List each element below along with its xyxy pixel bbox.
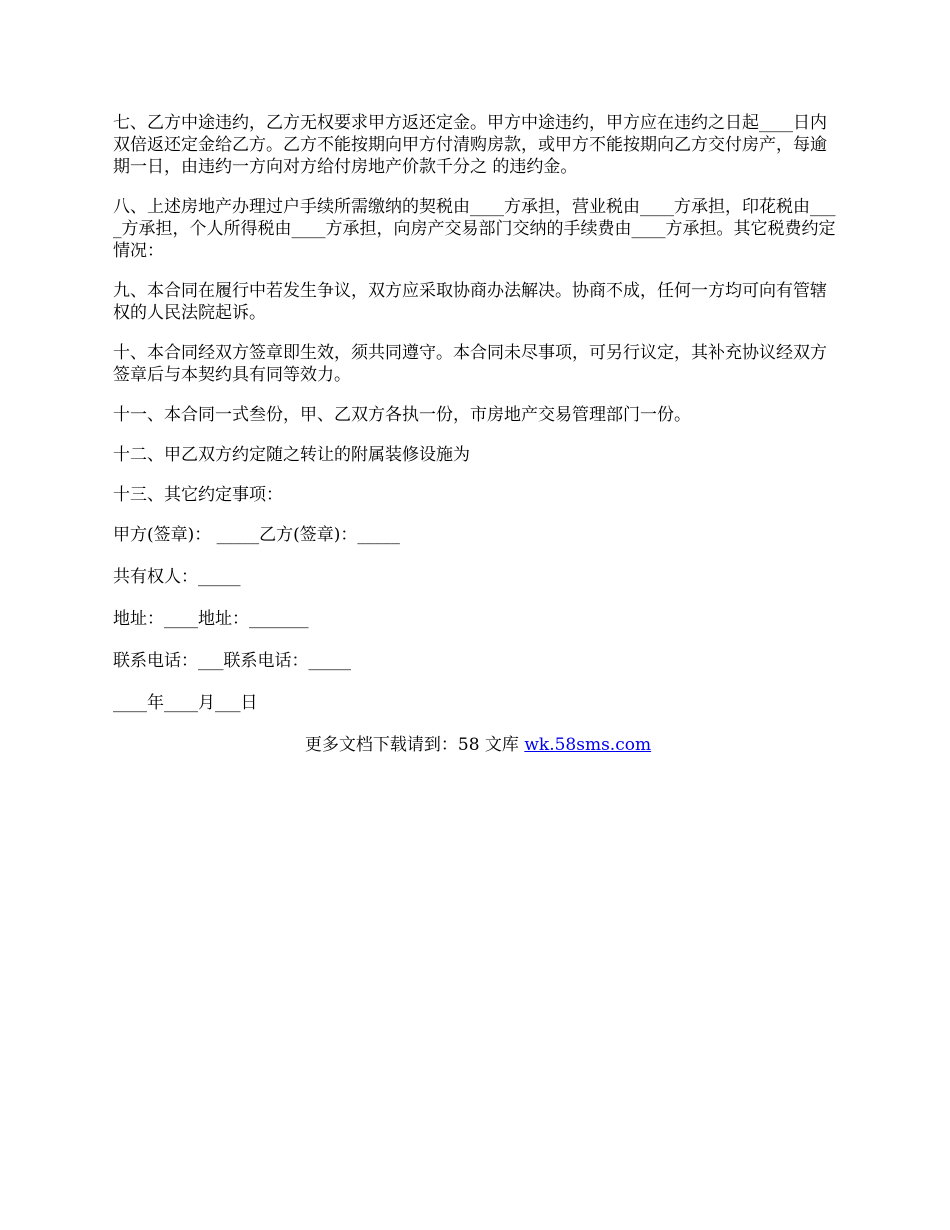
footer-note (113, 734, 843, 756)
phone-line: 联系电话：___联系电话：_____ (113, 651, 351, 671)
footer-prefix: 更多文档下载请到：58 文库 (304, 735, 525, 755)
clause-11: 十一、本合同一式叁份，甲、乙双方各执一份，市房地产交易管理部门一份。 (113, 405, 691, 425)
clause-7: 七、乙方中途违约，乙方无权要求甲方返还定金。甲方中途违约，甲方应在违约之日起____日内双倍返还定金给乙方。乙方不能按期向甲方付清购房款，或甲方不能按期向乙方交付房产，每逾期一日，由违约一方向对方给付房地产价款千分之 的违约金。 (113, 113, 827, 177)
clause-8: 八、上述房地产办理过户手续所需缴纳的契税由____方承担，营业税由____方承担，印花税由____方承担，个人所得税由____方承担，向房产交易部门交纳的手续费由____方承担。其它税费约定情况： (113, 197, 836, 261)
date-line: ____年____月___日 (113, 693, 258, 713)
clause-9: 九、本合同在履行中若发生争议，双方应采取协商办法解决。协商不成，任何一方均可向有管辖权的人民法院起诉。 (113, 281, 827, 323)
co-owner-line: 共有权人：_____ (113, 567, 241, 587)
address-line: 地址：____地址：_______ (113, 609, 309, 629)
clause-13: 十三、其它约定事项： (113, 485, 283, 505)
footer-link[interactable]: wk.58sms.com (524, 735, 652, 755)
signature-line: 甲方(签章)： _____乙方(签章)：_____ (113, 525, 400, 545)
document-page (113, 112, 843, 756)
clause-10: 十、本合同经双方签章即生效，须共同遵守。本合同未尽事项，可另行议定，其补充协议经双方签章后与本契约具有同等效力。 (113, 343, 827, 385)
clause-12: 十二、甲乙双方约定随之转让的附属装修设施为 (113, 445, 470, 465)
